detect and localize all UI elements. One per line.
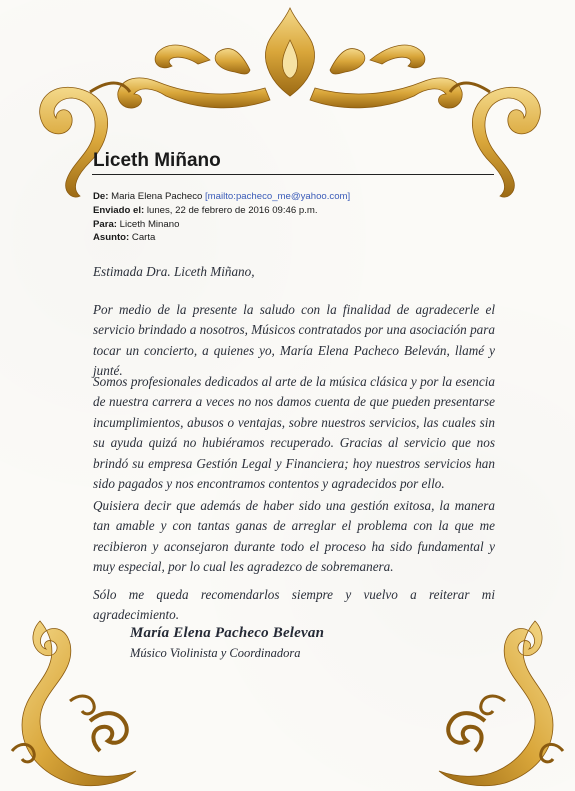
subject-line xyxy=(93,231,350,245)
from-label: De: xyxy=(93,191,109,202)
to-line xyxy=(93,218,350,232)
to-label: Para: xyxy=(93,218,117,230)
sent-value: lunes, 22 de febrero de 2016 09:46 p.m. xyxy=(146,204,318,216)
header-divider xyxy=(92,174,494,175)
recipient-name-header: Liceth Miñano xyxy=(93,150,221,171)
from-line xyxy=(93,190,350,204)
subject-value: Carta xyxy=(131,232,156,244)
letter-paragraph-1: Por medio de la presente la saludo con la finalidad de agradecerle el servicio brindado a nosotros, Músicos contratados por una asociación para tocar un concierto, a quienes yo, María Elena Pacheco Beleván, llamé y junté. xyxy=(93,302,495,379)
to-value: Liceth Minano xyxy=(119,218,180,230)
signature-name: María Elena Pacheco Belevan xyxy=(130,625,325,641)
letter-greeting: Estimada Dra. Liceth Miñano, xyxy=(93,264,255,279)
signature-block xyxy=(130,625,324,661)
email-metadata xyxy=(93,190,350,245)
letter-paragraph-3: Quisiera decir que además de haber sido una gestión exitosa, la manera tan amable y con tantas ganas de arreglar el problema con la que me recibieron y aconsejaron durante todo el proceso ha sido fundamental y muy especial, por lo cual les agradezco de sobremanera. xyxy=(93,498,495,575)
signature-role: Músico Violinista y Coordinadora xyxy=(130,646,301,660)
from-value: Maria Elena Pacheco xyxy=(111,191,203,202)
sent-line xyxy=(93,204,350,218)
letter-closing: Sólo me queda recomendarlos siempre y vuelvo a reiterar mi agradecimiento. xyxy=(93,587,495,623)
subject-label: Asunto: xyxy=(93,232,130,244)
gold-baroque-ornament-bottom-right-icon xyxy=(435,601,575,791)
sent-label: Enviado el: xyxy=(93,204,145,216)
letter-paragraph-2: Somos profesionales dedicados al arte de la música clásica y por la esencia de nuestra carrera a veces no nos damos cuenta de que pueden presentarse incumplimientos, abusos o ventajas, sobre nuestros servicios, las cuales sin su ayuda quizá no hubiéramos recuperado. Gracias al servicio que nos brindó su empresa Gestión Legal y Financiera; hoy nuestros servicios han sido pagados y nos encontramos contentos y agradecidos por ello. xyxy=(93,374,495,492)
gold-baroque-ornament-bottom-left-icon xyxy=(0,601,150,791)
from-mailto-link[interactable]: [mailto:pacheco_me@yahoo.com] xyxy=(205,191,351,202)
